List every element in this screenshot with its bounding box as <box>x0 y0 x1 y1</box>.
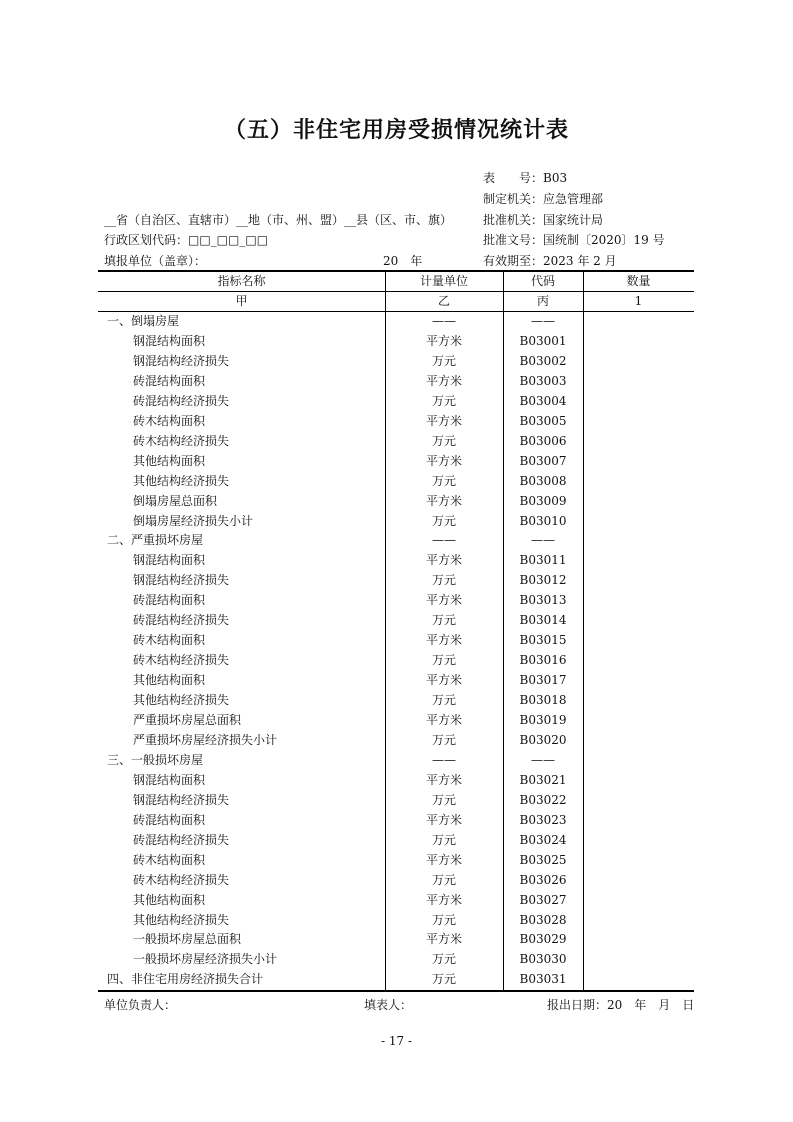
code-cell: B03028 <box>519 912 567 927</box>
subheader-jia: 甲 <box>235 294 248 308</box>
table-section-row <box>98 311 694 331</box>
table-row <box>98 929 694 949</box>
unit-cell: 平方米 <box>425 493 462 508</box>
table-row <box>98 411 694 431</box>
code-cell: B03018 <box>519 693 567 708</box>
subheader-yi: 乙 <box>437 294 450 308</box>
indicator-name-cell: 三、一般损坏房屋 <box>107 752 204 767</box>
indicator-name-cell: 其他结构面积 <box>133 673 206 688</box>
indicator-name-cell: 砖木结构面积 <box>133 633 206 648</box>
code-cell: B03009 <box>519 493 567 508</box>
unit-cell: 平方米 <box>425 633 462 648</box>
code-cell: B03004 <box>519 393 567 408</box>
unit-cell: 平方米 <box>425 713 462 727</box>
unit-cell: 万元 <box>431 393 456 408</box>
code-cell: B03029 <box>519 932 567 947</box>
code-cell: B03024 <box>519 832 567 847</box>
table-row <box>98 431 694 451</box>
table-row <box>98 850 694 870</box>
unit-cell: 平方米 <box>425 852 462 867</box>
table-row <box>98 471 694 491</box>
table-row <box>98 790 694 810</box>
table-row <box>98 331 694 351</box>
code-cell: B03011 <box>519 553 567 568</box>
unit-cell: 平方米 <box>425 772 462 787</box>
code-cell: B03013 <box>519 593 567 608</box>
reporting-unit-field: 填报单位（盖章）： <box>104 254 207 268</box>
table-row <box>98 949 694 969</box>
table-row <box>98 570 694 590</box>
indicator-name-cell: 砖混结构面积 <box>133 593 206 608</box>
indicator-name-cell: 四、非住宅用房经济损失合计 <box>107 972 264 987</box>
table-row <box>98 710 694 730</box>
header-quantity: 数量 <box>626 274 651 288</box>
code-cell: B03017 <box>519 673 567 688</box>
subheader-column-number: 1 <box>634 294 643 308</box>
indicator-name-cell: 钢混结构经济损失 <box>133 573 230 588</box>
unit-cell: 平方米 <box>425 673 462 688</box>
table-row <box>98 830 694 850</box>
indicator-name-cell: 钢混结构面积 <box>133 772 206 787</box>
unit-cell: 万元 <box>431 433 456 448</box>
unit-cell: 万元 <box>431 872 456 887</box>
code-cell: B03030 <box>519 952 567 967</box>
code-cell: B03008 <box>519 473 567 488</box>
responsible-person-field: 单位负责人： <box>104 998 177 1012</box>
approving-authority: 批准机关：国家统计局 <box>483 213 604 227</box>
report-year-field: 20 年 <box>383 254 423 268</box>
indicator-name-cell: 一般损坏房屋经济损失小计 <box>133 952 278 967</box>
form-number: 表 号：B03 <box>483 171 568 185</box>
unit-cell: 平方米 <box>425 553 462 568</box>
indicator-name-cell: 砖混结构经济损失 <box>133 393 230 408</box>
division-code-field: 行政区划代码：□□_□□_□□ <box>104 233 269 247</box>
code-cell: B03006 <box>519 433 567 448</box>
table-row <box>98 371 694 391</box>
indicator-name-cell: 其他结构面积 <box>133 892 206 907</box>
indicator-name-cell: 钢混结构经济损失 <box>133 353 230 368</box>
code-cell: B03025 <box>519 852 567 867</box>
unit-cell: 平方米 <box>425 373 462 388</box>
table-row <box>98 690 694 710</box>
page-title: （五）非住宅用房受损情况统计表 <box>223 118 569 143</box>
code-cell: B03005 <box>519 413 567 428</box>
unit-cell: 万元 <box>431 952 456 967</box>
header-code: 代码 <box>530 274 555 288</box>
code-cell: B03021 <box>519 772 567 787</box>
unit-cell: 平方米 <box>425 413 462 428</box>
unit-cell: 万元 <box>431 573 456 588</box>
indicator-name-cell: 倒塌房屋经济损失小计 <box>133 513 254 528</box>
indicator-name-cell: 砖木结构经济损失 <box>133 433 230 448</box>
table-row <box>98 650 694 670</box>
code-cell: B03012 <box>519 573 567 588</box>
indicator-name-cell: 严重损坏房屋经济损失小计 <box>133 732 278 747</box>
table-section-row <box>98 530 694 550</box>
table-row <box>98 491 694 511</box>
code-cell: —— <box>531 752 555 767</box>
unit-cell: —— <box>432 533 456 548</box>
table-row <box>98 550 694 570</box>
code-cell: B03010 <box>519 513 567 528</box>
header-indicator-name: 指标名称 <box>217 274 266 288</box>
code-cell: B03020 <box>519 732 567 747</box>
code-cell: B03007 <box>519 453 567 468</box>
unit-cell: 万元 <box>431 792 456 807</box>
indicator-name-cell: 严重损坏房屋总面积 <box>133 713 242 727</box>
indicator-name-cell: 其他结构经济损失 <box>133 912 230 927</box>
table-row <box>98 590 694 610</box>
unit-cell: 平方米 <box>425 593 462 608</box>
table-row <box>98 810 694 830</box>
unit-cell: 万元 <box>431 353 456 368</box>
indicator-name-cell: 钢混结构面积 <box>133 333 206 348</box>
table-row <box>98 391 694 411</box>
report-date-field: 报出日期：20 年 月 日 <box>547 998 695 1012</box>
table-header-row <box>98 271 694 291</box>
code-cell: —— <box>531 314 555 328</box>
unit-cell: 万元 <box>431 513 456 528</box>
indicator-name-cell: 砖混结构经济损失 <box>133 832 230 847</box>
code-cell: B03019 <box>519 713 567 727</box>
indicator-name-cell: 钢混结构面积 <box>133 553 206 568</box>
indicator-name-cell: 砖混结构面积 <box>133 812 206 827</box>
table-row <box>98 451 694 471</box>
unit-cell: 平方米 <box>425 892 462 907</box>
code-cell: B03016 <box>519 653 567 668</box>
code-cell: B03003 <box>519 373 567 388</box>
unit-cell: 万元 <box>431 473 456 488</box>
table-row <box>98 630 694 650</box>
table-section-row <box>98 969 694 989</box>
table-row <box>98 890 694 910</box>
table-row <box>98 770 694 790</box>
unit-cell: 万元 <box>431 912 456 927</box>
table-section-row <box>98 750 694 770</box>
unit-cell: 万元 <box>431 832 456 847</box>
indicator-name-cell: 砖混结构面积 <box>133 373 206 388</box>
indicator-name-cell: 一、倒塌房屋 <box>107 314 180 328</box>
unit-cell: 万元 <box>431 972 456 987</box>
subheader-bing: 丙 <box>536 294 549 308</box>
code-cell: B03031 <box>519 972 567 987</box>
table-row <box>98 351 694 371</box>
code-cell: —— <box>531 533 555 548</box>
unit-cell: 万元 <box>431 653 456 668</box>
unit-cell: —— <box>432 752 456 767</box>
unit-cell: 平方米 <box>425 812 462 827</box>
indicator-name-cell: 钢混结构经济损失 <box>133 792 230 807</box>
page-number: - 17 - <box>380 1034 412 1048</box>
indicator-name-cell: 砖木结构经济损失 <box>133 653 230 668</box>
valid-until: 有效期至：2023 年 2 月 <box>483 254 617 268</box>
code-cell: B03015 <box>519 633 567 648</box>
table-row <box>98 511 694 531</box>
filler-field: 填表人： <box>364 998 413 1012</box>
indicator-name-cell: 其他结构面积 <box>133 453 206 468</box>
code-cell: B03001 <box>519 333 567 348</box>
unit-cell: 万元 <box>431 693 456 708</box>
unit-cell: 平方米 <box>425 453 462 468</box>
unit-cell: 万元 <box>431 732 456 747</box>
unit-cell: 平方米 <box>425 333 462 348</box>
header-unit: 计量单位 <box>419 274 468 288</box>
unit-cell: 平方米 <box>425 932 462 947</box>
indicator-name-cell: 砖木结构面积 <box>133 852 206 867</box>
code-cell: B03026 <box>519 872 567 887</box>
issuing-authority: 制定机关：应急管理部 <box>483 192 604 206</box>
unit-cell: 万元 <box>431 613 456 628</box>
indicator-name-cell: 其他结构经济损失 <box>133 473 230 488</box>
approval-number: 批准文号：国统制〔2020〕19 号 <box>483 233 665 247</box>
code-cell: B03014 <box>519 613 567 628</box>
table-row <box>98 670 694 690</box>
table-bottom-rule <box>98 990 694 992</box>
table-row <box>98 910 694 930</box>
indicator-name-cell: 其他结构经济损失 <box>133 693 230 708</box>
indicator-name-cell: 倒塌房屋总面积 <box>133 493 218 508</box>
code-cell: B03023 <box>519 812 567 827</box>
table-row <box>98 610 694 630</box>
unit-cell: —— <box>432 314 456 328</box>
table-row <box>98 870 694 890</box>
code-cell: B03027 <box>519 892 567 907</box>
region-field: __省（自治区、直辖市）__地（市、州、盟）__县（区、市、旗） <box>104 213 453 227</box>
code-cell: B03002 <box>519 353 567 368</box>
indicator-name-cell: 砖混结构经济损失 <box>133 613 230 628</box>
indicator-name-cell: 砖木结构经济损失 <box>133 872 230 887</box>
code-cell: B03022 <box>519 792 567 807</box>
table-row <box>98 730 694 750</box>
table-subheader-row <box>98 291 694 311</box>
indicator-name-cell: 一般损坏房屋总面积 <box>133 932 242 947</box>
indicator-name-cell: 砖木结构面积 <box>133 413 206 428</box>
indicator-name-cell: 二、严重损坏房屋 <box>107 533 204 548</box>
